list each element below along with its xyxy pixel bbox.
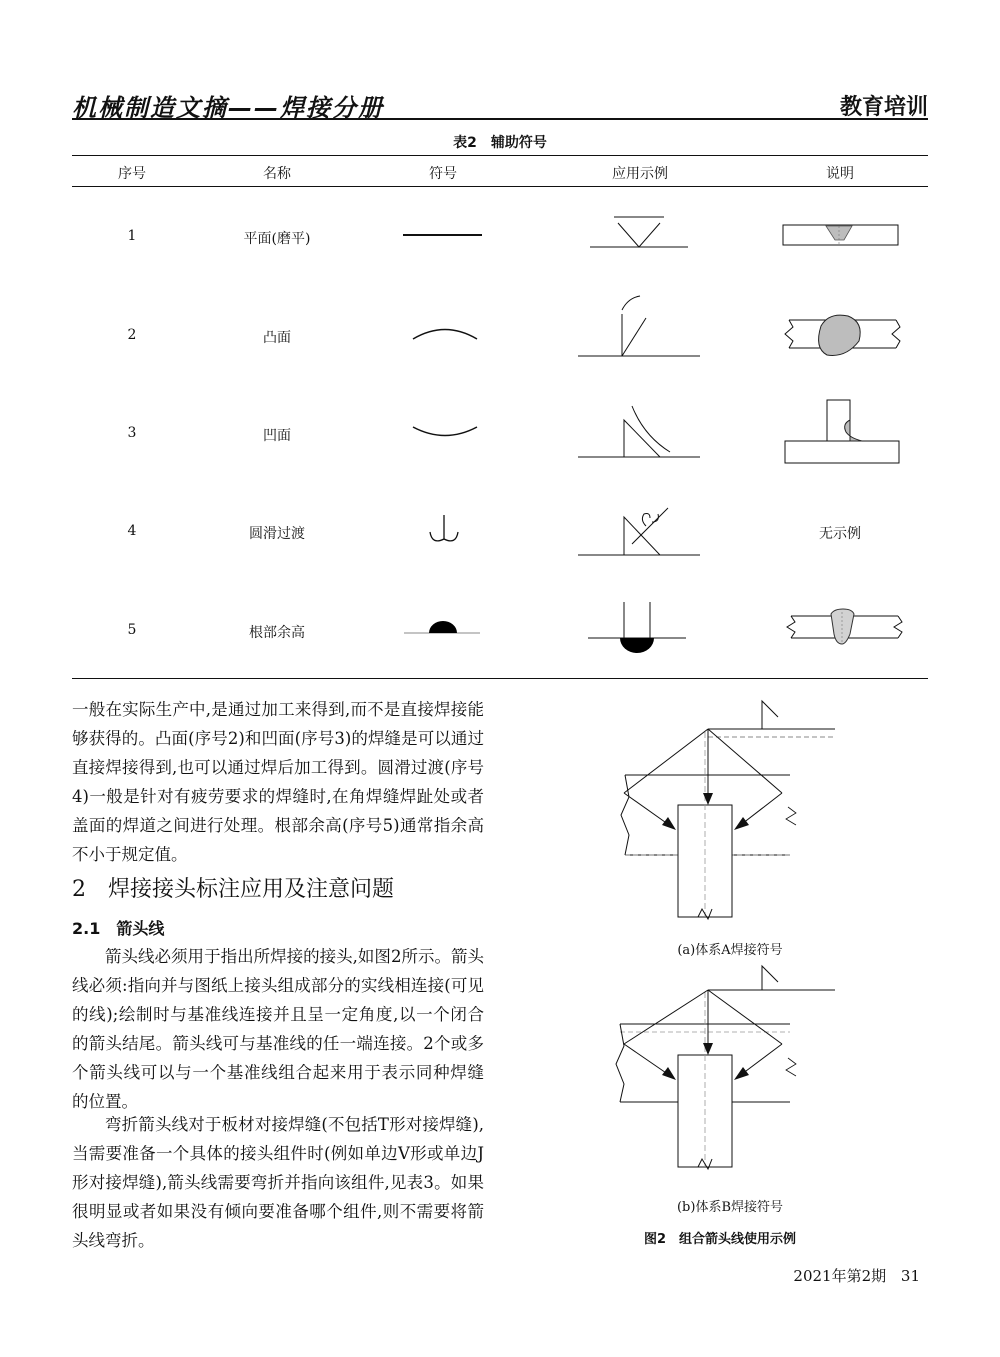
convex-weld-sketch-icon: [784, 308, 904, 366]
figure-caption: 图2 组合箭头线使用示例: [643, 1232, 797, 1247]
row-5-name: 根部余高: [249, 625, 305, 641]
flat-ground-weld-sketch-icon: [782, 224, 902, 248]
page-footer: [793, 1265, 920, 1286]
column-header-name: 名称: [263, 166, 291, 182]
paragraph-2-text: 箭头线必须用于指出所焊接的接头,如图2所示。箭头线必须:指向并与图纸上接头组成部分的实线相连接(可见的线);绘制时与基准线连接并且呈一定角度,以一个闭合的箭头结尾。箭头线可与基准线的任一端连接。2个或多个箭头线可以与一个基准线组合起来用于表示同种焊缝的位置。: [72, 947, 484, 1111]
concave-arc-symbol-icon: [410, 418, 482, 440]
row-4-note: 无示例: [819, 526, 861, 542]
paragraph-3: [72, 1110, 484, 1255]
row-1-name: 平面(磨平): [243, 231, 311, 247]
paragraph-1-text: 一般在实际生产中,是通过加工来得到,而不是直接焊接能够获得的。凸面(序号2)和凹面(序号3)的焊缝是可以通过直接焊接得到,也可以通过焊后加工得到。圆滑过渡(序号4)一般是针对有疲劳要求的焊缝时,在角焊缝焊趾处或者盖面的焊道之间进行处理。根部余高(序号5)通常指余高不小于规定值。: [72, 700, 484, 864]
journal-title: 机械制造文摘——焊接分册: [72, 94, 384, 122]
row-2-name: 凸面: [263, 330, 291, 346]
row-5-num: 5: [127, 622, 137, 638]
row-4-num: 4: [127, 523, 137, 539]
column-header-note: 说明: [826, 166, 854, 182]
root-reinforcement-symbol-icon: [404, 616, 484, 638]
convex-weld-example-icon: [578, 292, 703, 362]
paragraph-2: [72, 942, 484, 1116]
concave-fillet-sketch-icon: [784, 398, 902, 466]
row-1-num: 1: [127, 228, 137, 244]
issue-label: 2021年第2期: [793, 1267, 887, 1285]
column-header-num: 序号: [118, 166, 146, 182]
smooth-transition-symbol-icon: [420, 512, 470, 548]
root-reinforcement-example-icon: [588, 600, 688, 660]
flat-line-symbol-icon: [400, 226, 490, 246]
figure-b-welding-symbol-system-b: [610, 962, 850, 1192]
figure-a-welding-symbol-system-a: [610, 697, 850, 927]
row-3-name: 凹面: [263, 428, 291, 444]
paragraph-3-text: 弯折箭头线对于板材对接焊缝(不包括T形对接焊缝),当需要准备一个具体的接头组件时(例如单边V形或单边J形对接焊缝),箭头线需要弯折并指向该组件,见表3。如果很明显或者如果没有倾向要准备哪个组件,则不需要将箭头线弯折。: [72, 1115, 484, 1250]
table-top-rule: [72, 155, 928, 156]
table-bottom-rule: [72, 678, 928, 679]
smooth-transition-example-icon: [578, 502, 703, 560]
section-label: 教育培训: [839, 95, 928, 120]
column-header-example: 应用示例: [612, 166, 668, 182]
row-3-num: 3: [127, 425, 137, 441]
header-rule: [72, 118, 928, 120]
row-2-num: 2: [127, 327, 137, 343]
section-heading: 2 焊接接头标注应用及注意问题: [72, 877, 394, 902]
subsection-heading: 2.1 箭头线: [72, 919, 165, 938]
figure-a-caption: (a)体系A焊接符号: [677, 943, 783, 958]
root-reinforcement-sketch-icon: [786, 608, 904, 650]
column-header-symbol: 符号: [429, 166, 457, 182]
figure-b-caption: (b)体系B焊接符号: [676, 1200, 784, 1215]
concave-fillet-example-icon: [578, 400, 703, 462]
paragraph-1: [72, 695, 484, 869]
row-4-name: 圆滑过渡: [249, 526, 305, 542]
page-number: 31: [900, 1267, 920, 1285]
v-weld-flat-example-icon: [590, 212, 690, 257]
convex-arc-symbol-icon: [410, 322, 482, 344]
table-header-rule: [72, 186, 928, 187]
table-title: 表2 辅助符号: [453, 135, 547, 151]
